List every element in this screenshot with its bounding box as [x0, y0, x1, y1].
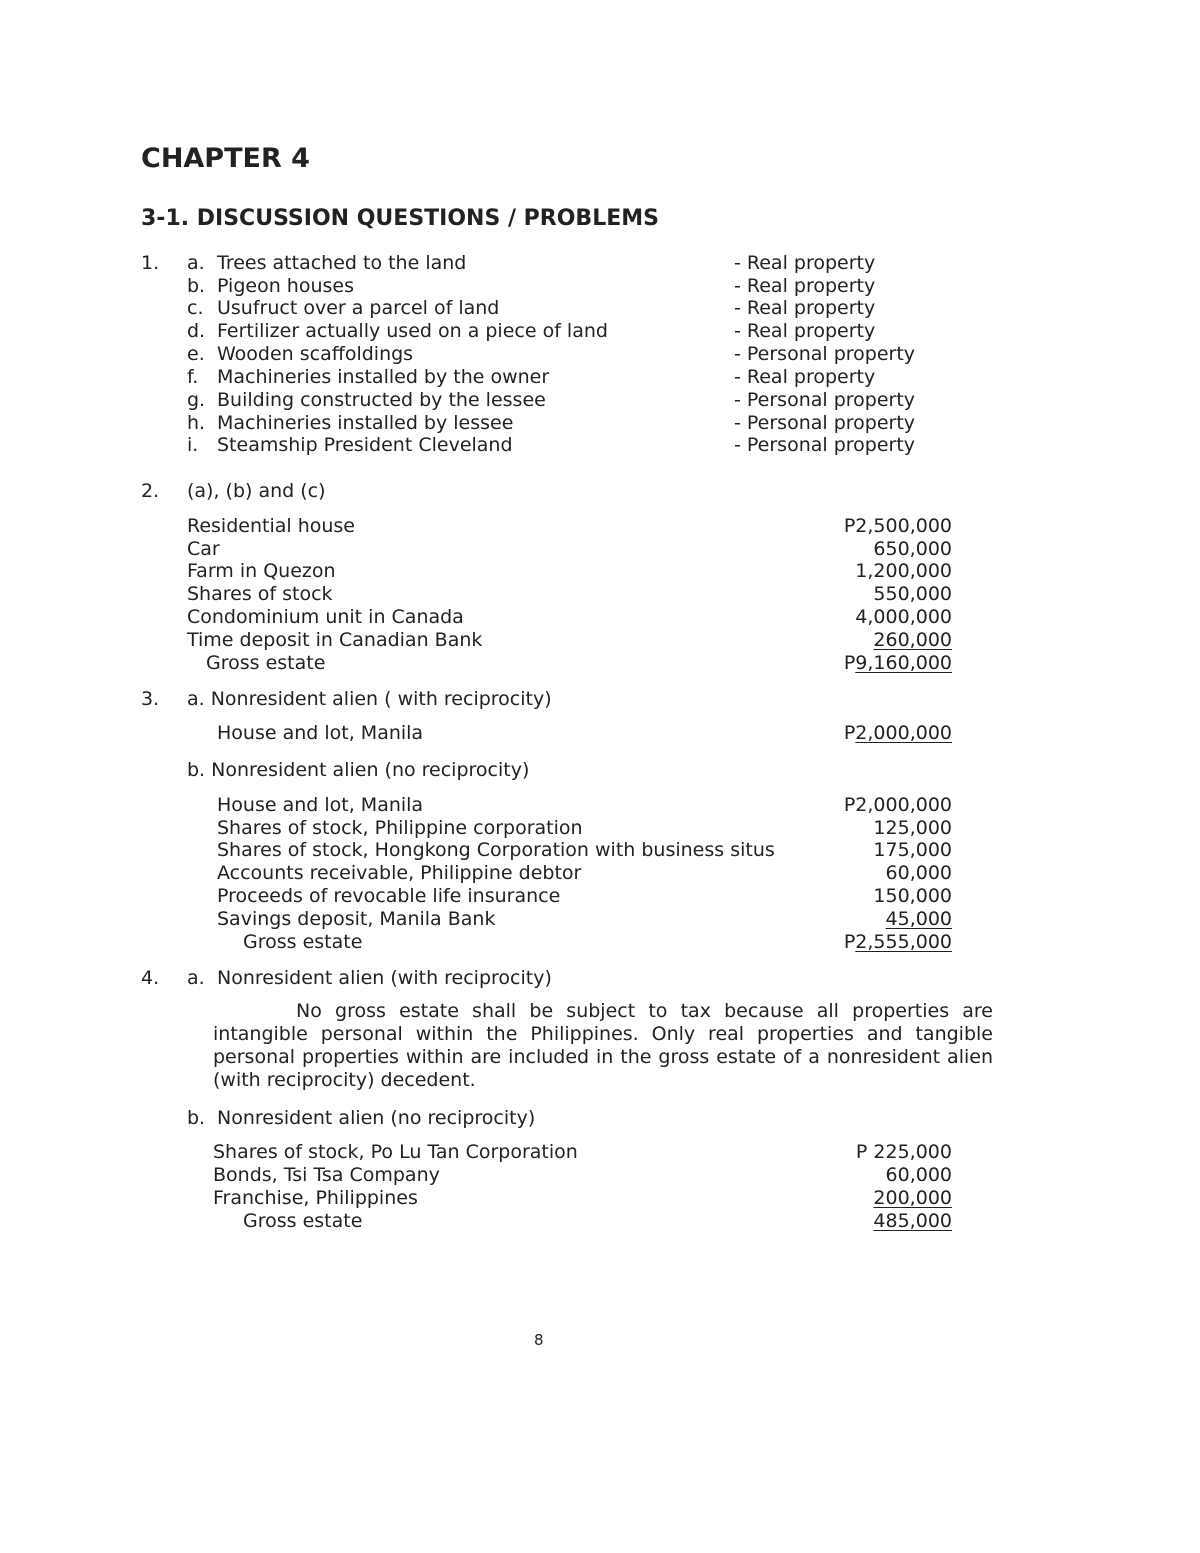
subquestion-heading: Nonresident alien (no reciprocity) [217, 1107, 536, 1129]
item-text: Machineries installed by the owner [217, 366, 550, 388]
item-text: Steamship President Cleveland [217, 434, 513, 456]
item-answer: - Personal property [734, 343, 916, 365]
row-label: Time deposit in Canadian Bank [187, 629, 483, 651]
row-label: Proceeds of revocable life insurance [217, 885, 561, 907]
row-amount: P 225,000 [855, 1141, 952, 1163]
total-amount [844, 654, 952, 673]
row-amount: P2,000,000 [843, 794, 952, 816]
item-letter: a. [187, 252, 205, 274]
page-number: 8 [534, 1331, 544, 1349]
row-amount: 45,000 [885, 908, 952, 930]
item-text: Wooden scaffoldings [217, 343, 414, 365]
item-answer: - Real property [734, 275, 876, 297]
subquestion-heading: Nonresident alien (with reciprocity) [217, 967, 552, 989]
total-label: Gross estate [243, 931, 363, 953]
subquestion-heading: b. Nonresident alien (no reciprocity) [187, 759, 530, 781]
row-label: Car [187, 538, 220, 560]
row-amount: P2,500,000 [843, 515, 952, 537]
row-amount: 260,000 [873, 629, 952, 651]
item-answer: - Real property [734, 252, 876, 274]
item-text: Building constructed by the lessee [217, 389, 546, 411]
item-letter: g. [187, 389, 206, 411]
answer-paragraph: No gross estate shall be subject to tax because all properties are intangible personal within the Philippines. Only real properties and tangible personal properties within are included in the gross estate of a nonresident alien (with reciprocity) decedent. [213, 1000, 993, 1091]
item-answer: - Personal property [734, 412, 916, 434]
row-amount: 60,000 [885, 862, 952, 884]
section-title: 3-1. DISCUSSION QUESTIONS / PROBLEMS [141, 206, 659, 231]
item-letter: a. [187, 967, 205, 989]
total-value: 2,555,000 [855, 931, 952, 953]
chapter-title: CHAPTER 4 [141, 143, 310, 174]
total-amount [844, 933, 952, 952]
row-label: Bonds, Tsi Tsa Company [213, 1164, 440, 1186]
row-label: Shares of stock, Hongkong Corporation with business situs [217, 839, 775, 861]
row-label: Savings deposit, Manila Bank [217, 908, 496, 930]
row-label: Shares of stock, Philippine corporation [217, 817, 583, 839]
item-letter: i. [187, 434, 199, 456]
row-label: Franchise, Philippines [213, 1187, 418, 1209]
question-heading: (a), (b) and (c) [187, 480, 326, 502]
item-text: Fertilizer actually used on a piece of land [217, 320, 608, 342]
row-label: Condominium unit in Canada [187, 606, 464, 628]
item-answer: - Real property [734, 297, 876, 319]
item-answer: - Personal property [734, 389, 916, 411]
row-label: Accounts receivable, Philippine debtor [217, 862, 582, 884]
item-text: Machineries installed by lessee [217, 412, 514, 434]
row-amount: 150,000 [873, 885, 952, 907]
row-amount: 175,000 [873, 839, 952, 861]
row-amount: 125,000 [873, 817, 952, 839]
row-amount: 550,000 [873, 583, 952, 605]
row-label: Shares of stock, Po Lu Tan Corporation [213, 1141, 578, 1163]
question-number: 4. [141, 967, 160, 989]
total-label: Gross estate [206, 652, 326, 674]
total-label: Gross estate [243, 1210, 363, 1232]
item-letter: f. [187, 366, 199, 388]
row-label: House and lot, Manila [217, 722, 424, 744]
question-number: 3. [141, 688, 160, 710]
row-label: House and lot, Manila [217, 794, 424, 816]
row-amount: 1,200,000 [855, 560, 952, 582]
item-text: Usufruct over a parcel of land [217, 297, 500, 319]
item-answer: - Real property [734, 320, 876, 342]
subquestion-heading: a. Nonresident alien ( with reciprocity) [187, 688, 552, 710]
currency-symbol: P [843, 652, 856, 674]
row-value: 2,000,000 [855, 722, 952, 744]
item-text: Trees attached to the land [217, 252, 467, 274]
item-letter: c. [187, 297, 204, 319]
currency-symbol: P [843, 931, 856, 953]
item-answer: - Personal property [734, 434, 916, 456]
row-label: Residential house [187, 515, 355, 537]
row-amount: 4,000,000 [855, 606, 952, 628]
currency-symbol: P [843, 722, 856, 744]
row-label: Shares of stock [187, 583, 333, 605]
total-value: 9,160,000 [855, 652, 952, 674]
question-number: 1. [141, 252, 160, 274]
row-label: Farm in Quezon [187, 560, 336, 582]
item-text: Pigeon houses [217, 275, 354, 297]
row-amount: 200,000 [873, 1187, 952, 1209]
item-answer: - Real property [734, 366, 876, 388]
question-number: 2. [141, 480, 160, 502]
page-number-clip [530, 1331, 550, 1349]
item-letter: h. [187, 412, 206, 434]
row-amount: 650,000 [873, 538, 952, 560]
item-letter: e. [187, 343, 205, 365]
item-letter: b. [187, 1107, 206, 1129]
total-amount: 485,000 [873, 1210, 952, 1232]
row-amount [844, 724, 952, 743]
row-amount: 60,000 [885, 1164, 952, 1186]
item-letter: d. [187, 320, 206, 342]
item-letter: b. [187, 275, 206, 297]
